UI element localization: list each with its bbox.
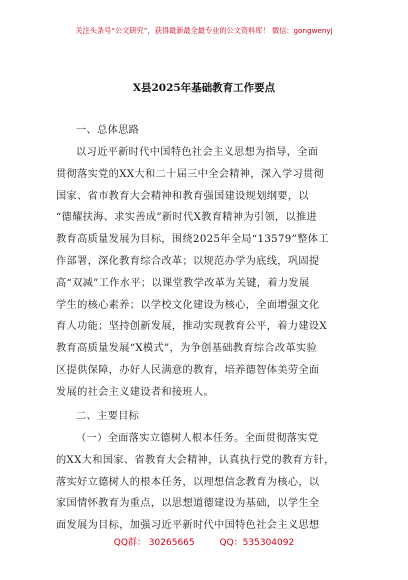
paragraph-line: 的XX大和国家、省教育大会精神，认真执行党的教育方针，	[56, 454, 335, 466]
header-banner: 关注头条号“公文研究”，获得最新最全最专业的公文资料库！ 微信：gongwenyj	[75, 26, 333, 35]
section-2	[56, 406, 352, 428]
paragraph-line: 落实好立德树人的根本任务，以理想信念教育为核心，以	[56, 476, 320, 488]
paragraph-line: 高“双减”工作水平；以课堂教学改革为关键，着力发展	[56, 277, 310, 289]
paragraph-line: 面发展为目标，加强习近平新时代中国特色社会主义思想	[56, 520, 320, 532]
section-1	[56, 120, 352, 142]
paragraph-line: 发展的社会主义建设者和接班人。	[56, 386, 215, 398]
paragraph-line: （一）全面落实立德树人根本任务。全面贯彻落实党	[76, 433, 319, 444]
paragraph-line: 学生的核心素养；以学校文化建设为核心，全面增强文化	[56, 299, 320, 311]
paragraph-line: 教育高质量发展“X模式”，为争创基础教育综合改革实验	[56, 343, 318, 355]
footer-contact	[0, 535, 408, 548]
section-heading: 一、总体思路	[76, 125, 140, 136]
qq-number: QQ：535304092	[219, 538, 295, 548]
paragraph-line: 家国情怀教育为重点，以思想道德建设为基础，以学生全	[56, 498, 320, 510]
section-1-body	[56, 142, 352, 404]
section-heading: 二、主要目标	[76, 411, 140, 422]
paragraph-line: 国家、省市教育大会精神和教育强国建设规划纲要，以	[56, 190, 309, 202]
paragraph-line: 贯彻落实党的XX大和二十届三中全会精神，深入学习贯彻	[56, 168, 325, 180]
section-2-body	[56, 428, 352, 537]
paragraph-line: 作部署，深化教育综合改革；以规范办学为底线，巩固提	[56, 255, 320, 267]
paragraph-line: 育人功能；坚持创新发展，推动实现教育公平，着力建设X	[56, 321, 328, 333]
paragraph-line: 教育高质量发展为目标，围绕2025年全局“13579”整体工	[56, 234, 329, 246]
qq-group-number: QQ群： 30265665	[113, 538, 195, 548]
document-title: X县2025年基础教育工作要点	[132, 82, 276, 94]
paragraph-line: “德耀扶海、求实善成”新时代X教育精神为引领，以推进	[56, 212, 318, 224]
paragraph-line: 以习近平新时代中国特色社会主义思想为指导，全面	[76, 147, 319, 158]
paragraph-line: 区提供保障，办好人民满意的教育，培养德智体美劳全面	[56, 364, 320, 376]
